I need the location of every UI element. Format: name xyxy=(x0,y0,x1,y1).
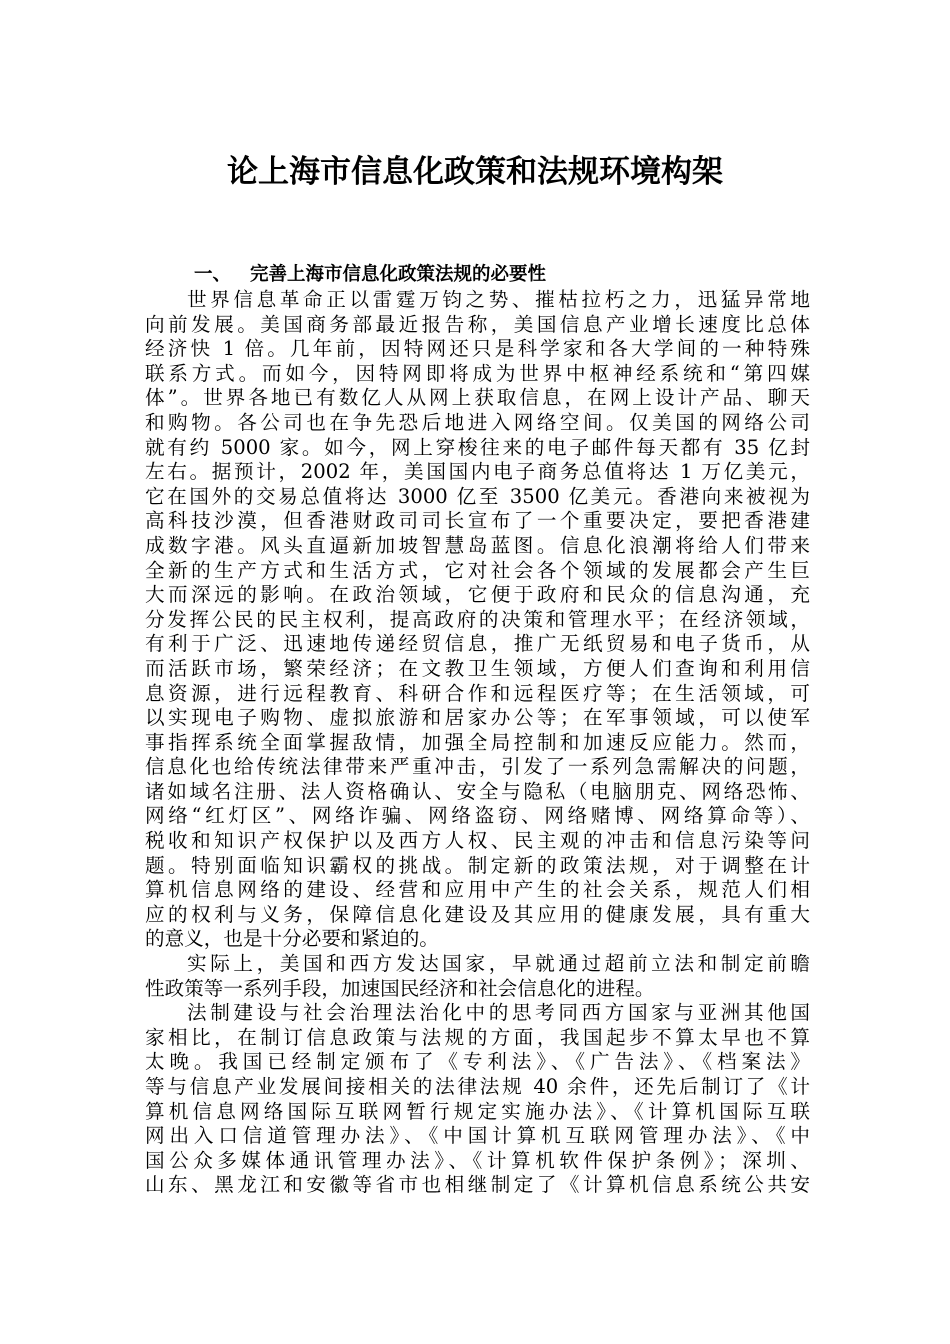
body-line: 体”。世界各地已有数亿人从网上获取信息，在网上设计产品、聊天 xyxy=(145,386,810,410)
section-number: 一、 xyxy=(194,264,232,285)
body-line: 网络“红灯区”、网络诈骗、网络盗窃、网络赌博、网络算命等）、 xyxy=(145,804,810,828)
body-line: 事指挥系统全面掌握敌情，加强全局控制和加速反应能力。然而， xyxy=(145,730,810,754)
body-line: 税收和知识产权保护以及西方人权、民主观的冲击和信息污染等问 xyxy=(145,829,810,853)
body-line: 全新的生产方式和生活方式，它对社会各个领域的发展都会产生巨 xyxy=(145,558,810,582)
body-line: 题。特别面临知识霸权的挑战。制定新的政策法规，对于调整在计 xyxy=(145,853,810,877)
body-line: 信息化也给传统法律带来严重冲击，引发了一系列急需解决的问题， xyxy=(145,755,810,779)
body-line: 大而深远的影响。在政治领域，它便于政府和民众的信息沟通，充 xyxy=(145,583,810,607)
body-line: 经济快 1 倍。几年前，因特网还只是科学家和各大学间的一种特殊 xyxy=(145,337,810,361)
body-text xyxy=(145,288,810,1198)
section-heading xyxy=(194,262,546,288)
body-line: 分发挥公民的民主权利，提高政府的决策和管理水平；在经济领域， xyxy=(145,607,810,631)
body-line: 家相比，在制订信息政策与法规的方面，我国起步不算太早也不算 xyxy=(145,1025,810,1049)
body-line: 等与信息产业发展间接相关的法律法规 40 余件，还先后制订了《计 xyxy=(145,1075,810,1098)
body-line: 实际上，美国和西方发达国家，早就通过超前立法和制定前瞻 xyxy=(187,952,810,976)
body-line: 成数字港。风头直逼新加坡智慧岛蓝图。信息化浪潮将给人们带来 xyxy=(145,533,810,557)
body-line: 以实现电子购物、虚拟旅游和居家办公等；在军事领域，可以使军 xyxy=(145,706,810,730)
body-line: 网出入口信道管理办法》、《中国计算机互联网管理办法》、《中 xyxy=(145,1124,810,1148)
body-line: 的意义，也是十分必要和紧迫的。 xyxy=(145,927,439,951)
body-line: 国公众多媒体通讯管理办法》、《计算机软件保护条例》；深圳、 xyxy=(145,1148,810,1172)
body-line: 算机信息网络国际互联网暂行规定实施办法》、《计算机国际互联 xyxy=(145,1099,810,1123)
body-line: 算机信息网络的建设、经营和应用中产生的社会关系，规范人们相 xyxy=(145,878,810,902)
body-line: 法制建设与社会治理法治化中的思考同西方国家与亚洲其他国 xyxy=(187,1001,810,1025)
body-line: 应的权利与义务，保障信息化建设及其应用的健康发展，具有重大 xyxy=(145,902,810,926)
body-line: 向前发展。美国商务部最近报告称，美国信息产业增长速度比总体 xyxy=(145,312,810,336)
body-line: 山东、黑龙江和安徽等省市也相继制定了《计算机信息系统公共安 xyxy=(145,1173,810,1197)
section-heading-text: 完善上海市信息化政策法规的必要性 xyxy=(250,264,547,285)
body-line: 和购物。各公司也在争先恐后地进入网络空间。仅美国的网络公司 xyxy=(145,410,810,434)
body-line: 诸如域名注册、法人资格确认、安全与隐私（电脑朋克、网络恐怖、 xyxy=(145,779,810,803)
body-line: 高科技沙漠，但香港财政司司长宣布了一个重要决定，要把香港建 xyxy=(145,509,810,533)
body-line: 就有约 5000 家。如今，网上穿梭往来的电子邮件每天都有 35 亿封 xyxy=(145,435,810,459)
body-line: 世界信息革命正以雷霆万钧之势、摧枯拉朽之力，迅猛异常地 xyxy=(187,288,810,311)
body-line: 联系方式。而如今，因特网即将成为世界中枢神经系统和“第四媒 xyxy=(145,361,810,385)
document-title: 论上海市信息化政策和法规环境构架 xyxy=(227,154,723,190)
body-line: 它在国外的交易总值将达 3000 亿至 3500 亿美元。香港向来被视为 xyxy=(145,484,810,508)
body-line: 性政策等一系列手段，加速国民经济和社会信息化的进程。 xyxy=(145,976,655,1000)
body-line: 息资源，进行远程教育、科研合作和远程医疗等；在生活领域，可 xyxy=(145,681,810,705)
body-line: 太晚。我国已经制定颁布了《专利法》、《广告法》、《档案法》 xyxy=(145,1050,810,1074)
body-line: 左右。据预计，2002 年，美国国内电子商务总值将达 1 万亿美元， xyxy=(145,460,810,484)
body-line: 而活跃市场，繁荣经济；在文教卫生领域，方便人们查询和利用信 xyxy=(145,656,810,680)
body-line: 有利于广泛、迅速地传递经贸信息，推广无纸贸易和电子货币，从 xyxy=(145,632,810,656)
